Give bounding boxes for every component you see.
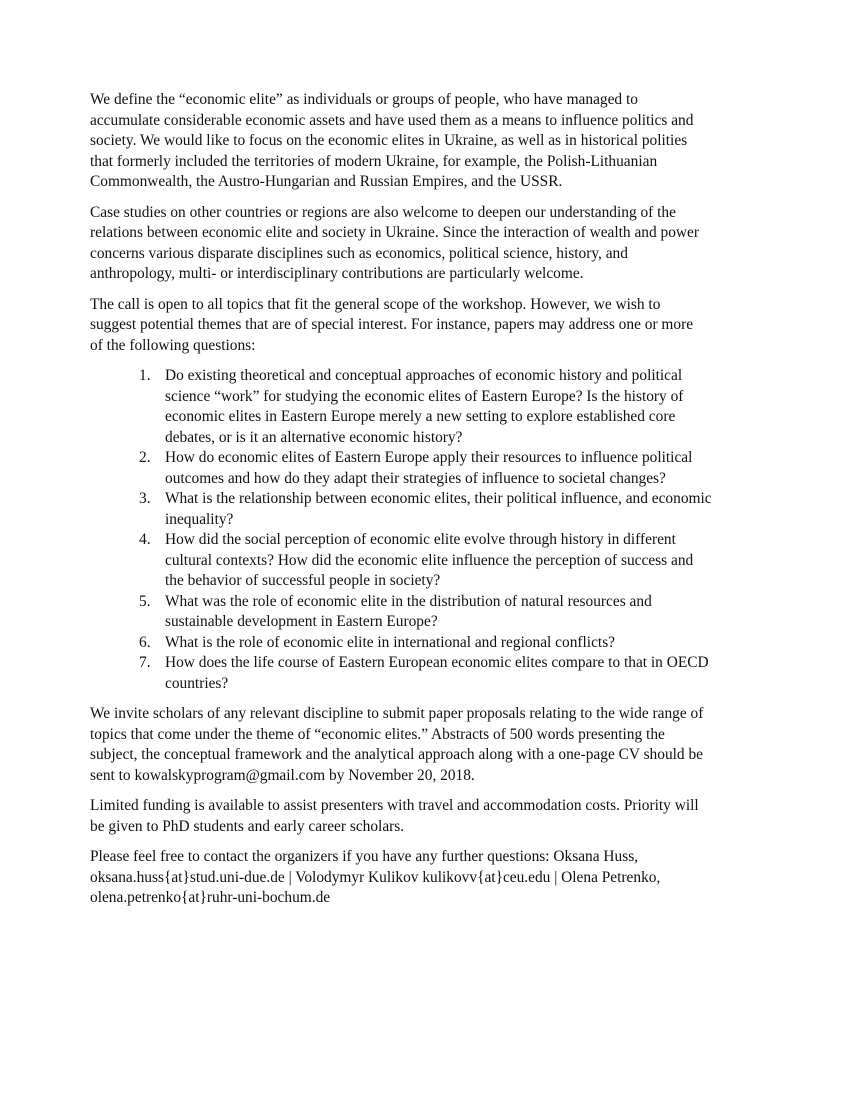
question-text: How do economic elites of Eastern Europe apply their resources to influence political outcomes and how do they adapt their strategies of influence to societal changes? xyxy=(165,449,693,487)
question-number: 7. xyxy=(139,654,151,671)
paragraph-call-scope: The call is open to all topics that fit the general scope of the workshop. However, we wish to suggest potential themes that are of special interest. For instance, papers may address one or more of the following questions: xyxy=(90,295,694,354)
question-item-2 xyxy=(90,448,762,489)
questions-list xyxy=(90,366,762,694)
document-page xyxy=(90,90,762,919)
question-number: 3. xyxy=(139,490,151,507)
question-item-3 xyxy=(90,489,762,530)
question-text: What is the relationship between economic elites, their political influence, and economic inequality? xyxy=(165,490,712,528)
question-item-5 xyxy=(90,592,762,633)
question-number: 6. xyxy=(139,633,151,651)
question-number: 4. xyxy=(139,531,151,548)
question-item-7 xyxy=(90,653,762,694)
question-text: What was the role of economic elite in the distribution of natural resources and sustainable development in Eastern Europe? xyxy=(165,592,652,630)
question-item-1 xyxy=(90,366,762,448)
question-item-4 xyxy=(90,530,762,592)
paragraph-economic-elite-definition: We define the “economic elite” as individuals or groups of people, who have managed to accumulate considerable economic assets and have used them as a means to influence politics and society. We would like to focus on the economic elites in Ukraine, as well as in historical polities that formerly included the territories of modern Ukraine, for example, the Polish-Lithuanian Commonwealth, the Austro-Hungarian and Russian Empires, and the USSR. xyxy=(90,91,694,190)
paragraph-case-studies: Case studies on other countries or regions are also welcome to deepen our understanding of the relations between economic elite and society in Ukraine. Since the interaction of wealth and power concerns various disparate disciplines such as economics, political science, history, and anthropology, multi- or interdisciplinary contributions are particularly welcome. xyxy=(90,203,699,282)
question-text: How did the social perception of economic elite evolve through history in different cultural contexts? How did the economic elite influence the perception of success and the behavior of successful people in society? xyxy=(165,531,694,589)
question-number: 1. xyxy=(139,367,151,384)
paragraph-funding: Limited funding is available to assist presenters with travel and accommodation costs. Priority will be given to PhD students and early career scholars. xyxy=(90,797,699,835)
question-text: What is the role of economic elite in international and regional conflicts? xyxy=(165,633,616,651)
question-item-6 xyxy=(90,633,762,654)
paragraph-contact-organizers: Please feel free to contact the organizers if you have any further questions: Oksana Huss, oksana.huss{at}stud.uni-due.de | Volodymyr Kulikov kulikovv{at}ceu.edu | Olena Petrenko, olena.petrenko{at}ruhr-uni-bochum.de xyxy=(90,848,661,906)
question-number: 5. xyxy=(139,592,151,610)
question-text: How does the life course of Eastern European economic elites compare to that in OECD countries? xyxy=(165,654,709,692)
paragraph-submission-invitation: We invite scholars of any relevant discipline to submit paper proposals relating to the wide range of topics that come under the theme of “economic elites.” Abstracts of 500 words presenting the subject, the conceptual framework and the analytical approach along with a one-page CV should be sent to kowalskyprogram@gmail.com by November 20, 2018. xyxy=(90,705,704,784)
question-number: 2. xyxy=(139,449,151,466)
question-text: Do existing theoretical and conceptual approaches of economic history and political science “work” for studying the economic elites of Eastern Europe? Is the history of economic elites in Eastern Europe merely a new setting to explore established core debates, or is it an alternative economic history? xyxy=(165,367,684,446)
